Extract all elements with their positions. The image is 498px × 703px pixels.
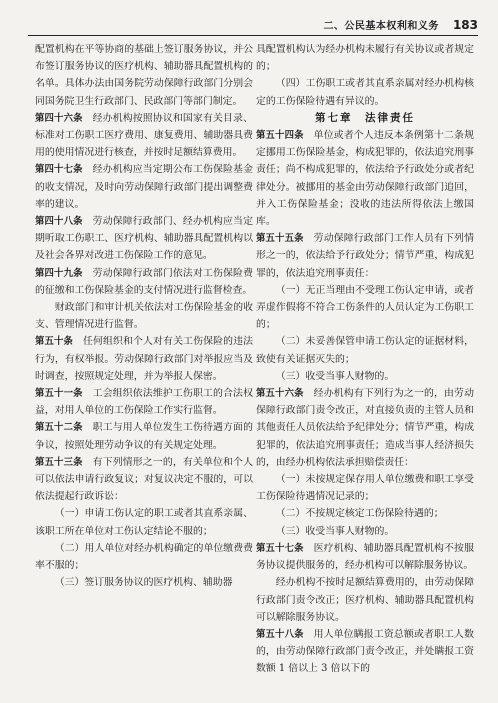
body-paragraph: （二）未妥善保管申请工伤认定的证据材料，致使有关证据灭失的； <box>256 336 474 365</box>
article-text: 劳动保障行政部门依法对工伤保险费的征缴和工伤保险基金的支付情况进行监督检查。 <box>35 267 253 296</box>
body-paragraph: （一）无正当理由不受理工伤认定申请，或者弄虚作假将不符合工伤条件的人员认定为工伤职工的； <box>256 284 474 331</box>
article-number: 第五十二条 <box>35 422 83 434</box>
body-paragraph: （三）签订服务协议的医疗机构、辅助器 <box>54 577 233 589</box>
article-text: 任何组织和个人对有关工伤保险的违法行为，有权举报。劳动保障行政部门对举报应当及时调查，按照规定处理，并为举报人保密。 <box>35 336 253 382</box>
article-paragraph <box>256 626 474 678</box>
article-text: 经办机构应当定期公布工伤保险基金的收支情况，及时向劳动保障行政部门提出调整费率的建议。 <box>35 164 253 210</box>
article-text: 有下列情形之一的，有关单位和个人可以依法申请行政复议；对复议决定不服的，可以依法提起行政诉讼： <box>35 456 253 503</box>
left-column <box>35 41 253 592</box>
article-text: 工会组织依法维护工伤职工的合法权益，对用人单位的工伤保险工作实行监督。 <box>35 388 253 417</box>
body-paragraph: （四）工伤职工或者其直系亲属对经办机构核定的工伤保险待遇有异议的。 <box>256 78 474 107</box>
article-number: 第五十八条 <box>256 628 304 640</box>
article-text: 职工与用人单位发生工伤待遇方面的争议，按照处理劳动争议的有关规定处理。 <box>35 422 253 451</box>
article-text: 用人单位瞒报工资总额或者职工人数的，由劳动保障行政部门责令改正，并处瞒报工资数额 1 倍以上 3 倍以下的 <box>256 628 474 675</box>
article-text: 医疗机构、辅助器具配置机构不按服务协议提供服务的，经办机构可以解除服务协议。 <box>256 542 474 572</box>
article-paragraph <box>256 385 474 471</box>
body-paragraph: （一）未按规定保存用人单位缴费和职工享受工伤保险待遇情况记录的； <box>256 474 474 503</box>
article-paragraph <box>35 213 253 265</box>
article-number: 第五十四条 <box>256 130 304 142</box>
article-number: 第四十八条 <box>35 216 83 228</box>
article-text: 劳动保障行政部门、经办机构应当定期听取工伤职工、医疗机构、辅助器具配置机构以及社会各界对改进工伤保险工作的意见。 <box>35 216 253 262</box>
article-number: 第五十七条 <box>256 542 304 554</box>
article-paragraph <box>256 127 474 230</box>
article-number: 第五十一条 <box>35 388 83 400</box>
article-text: 单位或者个人违反本条例第十二条规定挪用工伤保险基金，构成犯罪的，依法追究刑事责任；尚不构成犯罪的，依法给予行政处分或者纪律处分。被挪用的基金由劳动保障行政部门追回，并入工伤保险基金；没收的违法所得依法上缴国库。 <box>256 130 474 228</box>
body-paragraph: 经办机构不按时足额结算费用的，由劳动保障行政部门责令改正；医疗机构、辅助器具配置机构可以解除服务协议。 <box>256 577 474 623</box>
article-number: 第五十三条 <box>35 456 83 468</box>
article-text: 经办机构有下列行为之一的，由劳动保障行政部门责令改正，对直接负责的主管人员和其他责任人员依法给予纪律处分；情节严重，构成犯罪的，依法追究刑事责任；造成当事人经济损失的，由经办机构依法承担赔偿责任： <box>256 388 474 468</box>
article-number: 第四十七条 <box>35 164 83 176</box>
article-number: 第五十五条 <box>256 233 304 245</box>
article-text: 经办机构按照协议和国家有关目录、标准对工伤职工医疗费用、康复费用、辅助器具费用的使用情况进行核查，并按时足额结算费用。 <box>35 112 253 159</box>
article-text: 劳动保障行政部门工作人员有下列情形之一的，依法给予行政处分；情节严重，构成犯罪的，依法追究刑事责任： <box>256 233 474 279</box>
article-paragraph <box>35 419 253 453</box>
article-paragraph <box>256 230 474 282</box>
article-paragraph <box>256 540 474 574</box>
page-number: 183 <box>452 18 478 32</box>
article-number: 第四十九条 <box>35 267 83 279</box>
body-paragraph: （一）申请工伤认定的职工或者其直系亲属、该职工所在单位对工伤认定结论不服的； <box>35 508 253 537</box>
article-paragraph <box>35 161 253 213</box>
article-number: 第五十条 <box>35 336 74 348</box>
right-column <box>256 41 474 678</box>
article-paragraph <box>35 454 253 506</box>
article-number: 第五十六条 <box>256 388 304 400</box>
header-section-title: 二、公民基本权利和义务 <box>323 21 439 32</box>
chapter-heading: 第七章 法律责任 <box>315 111 415 124</box>
article-paragraph <box>35 333 253 385</box>
continued-paragraph: 配置机构在平等协商的基础上签订服务协议，并公布签订服务协议的医疗机构、辅助器具配置机构的名单。具体办法由国务院劳动保障行政部门分别会同国务院卫生行政部门、民政部门等部门制定。 <box>35 44 253 107</box>
body-paragraph: （三）收受当事人财物的。 <box>275 370 395 382</box>
article-number: 第四十六条 <box>35 112 83 124</box>
body-paragraph: （二）用人单位对经办机构确定的单位缴费费率不服的； <box>35 542 253 572</box>
body-paragraph: 财政部门和审计机关依法对工伤保险基金的收支、管理情况进行监督。 <box>35 302 253 331</box>
article-paragraph <box>35 265 253 299</box>
continued-paragraph: 具配置机构认为经办机构未履行有关协议或者规定的； <box>256 44 474 73</box>
article-paragraph <box>35 385 253 419</box>
running-header <box>28 14 478 36</box>
body-paragraph: （三）收受当事人财物的。 <box>275 525 395 537</box>
article-paragraph <box>35 110 253 162</box>
body-paragraph: （二）不按规定核定工伤保险待遇的； <box>275 508 444 520</box>
